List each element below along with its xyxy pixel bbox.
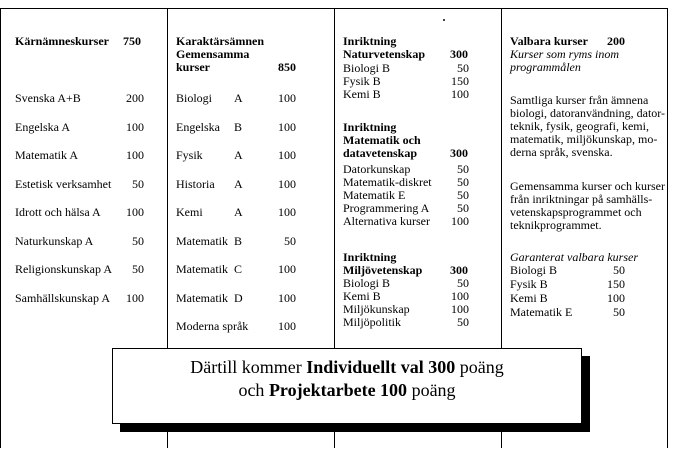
specialization-course-points: 50 — [457, 61, 469, 75]
core-courses-header: Kärnämneskurser — [15, 34, 109, 48]
elective-description-line: teknik, fysik, geografi, kemi, — [510, 119, 649, 133]
specialization-course-points: 100 — [451, 87, 469, 101]
program-course-level: B — [234, 234, 243, 248]
specialization-course-name: Biologi B — [343, 276, 391, 290]
program-course-points: 100 — [278, 148, 296, 162]
program-courses-header-line3: kurser — [176, 60, 210, 74]
core-course-points: 50 — [132, 234, 144, 248]
core-course-points: 100 — [126, 148, 144, 162]
group2-points: 300 — [450, 146, 468, 160]
specialization-course-points: 50 — [457, 175, 469, 189]
guaranteed-course-points: 50 — [613, 263, 625, 277]
group2-title2: Matematik och — [343, 133, 421, 147]
frame-right-border — [667, 8, 668, 448]
program-course-points: 100 — [278, 262, 296, 276]
program-course-name: Matematik — [176, 234, 228, 248]
program-course-name: Biologi — [176, 91, 213, 105]
program-course-name: Matematik — [176, 291, 228, 305]
core-course-name: Estetisk verksamhet — [15, 177, 112, 191]
program-course-level: C — [234, 262, 243, 276]
program-courses-header-line1: Karaktärsämnen — [176, 34, 264, 48]
specialization-course-name: Matematik-diskret — [343, 175, 432, 189]
callout-line1-bold: Individuellt val 300 — [306, 357, 456, 377]
program-course-points: 100 — [278, 91, 296, 105]
elective-description-line: teknikprogrammet. — [510, 218, 602, 232]
guaranteed-course-points: 100 — [607, 291, 625, 305]
callout-line2-suffix: poäng — [407, 380, 456, 400]
core-courses-points: 750 — [123, 34, 141, 48]
specialization-course-name: Datorkunskap — [343, 162, 411, 176]
program-courses-points: 850 — [278, 60, 296, 74]
group2-title3: datavetenskap — [343, 146, 418, 160]
program-course-points: 100 — [278, 120, 296, 134]
specialization-course-points: 50 — [457, 162, 469, 176]
guaranteed-course-name: Fysik B — [510, 277, 548, 291]
specialization-course-points: 50 — [457, 201, 469, 215]
specialization-course-points: 50 — [457, 315, 469, 329]
frame-left-border — [0, 8, 1, 448]
program-course-points: 100 — [278, 205, 296, 219]
core-course-points: 200 — [126, 91, 144, 105]
core-course-name: Naturkunskap A — [15, 234, 94, 248]
elective-description-line: Samtliga kurser från ämnena — [510, 93, 649, 107]
elective-points: 200 — [607, 34, 625, 48]
elective-subtitle-line1: Kurser som ryms inom — [510, 47, 620, 61]
elective-header: Valbara kurser — [510, 34, 588, 48]
elective-description-line: biologi, datoranvändning, dator- — [510, 106, 666, 120]
core-course-points: 50 — [132, 177, 144, 191]
program-course-points: 50 — [284, 234, 296, 248]
specialization-course-name: Programmering A — [343, 201, 430, 215]
callout-line2-bold: Projektarbete 100 — [268, 380, 408, 400]
program-course-name: Fysik — [176, 148, 203, 162]
elective-description-line: vetenskapsprogrammet och — [510, 205, 642, 219]
elective-description-line: från inriktningar på samhälls- — [510, 192, 653, 206]
group3-title2: Miljövetenskap — [343, 263, 423, 277]
core-course-name: Matematik A — [15, 148, 78, 162]
elective-description-line: derna språk, svenska. — [510, 145, 613, 159]
program-course-name: Engelska — [176, 120, 220, 134]
core-course-name: Religionskunskap A — [15, 262, 113, 276]
specialization-course-points: 50 — [457, 276, 469, 290]
specialization-course-name: Fysik B — [343, 74, 381, 88]
program-course-name: Matematik — [176, 262, 228, 276]
specialization-course-name: Biologi B — [343, 61, 391, 75]
elective-subtitle-line2: programmålen — [510, 60, 581, 74]
specialization-course-name: Matematik E — [343, 188, 406, 202]
specialization-course-name: Miljökunskap — [343, 302, 410, 316]
callout-line2-text: och — [238, 380, 269, 400]
stray-mark — [443, 19, 445, 21]
group2-title1: Inriktning — [343, 120, 397, 134]
program-courses-header-line2: Gemensamma — [176, 47, 250, 61]
program-course-level: A — [234, 148, 243, 162]
specialization-course-name: Kemi B — [343, 289, 381, 303]
group1-title2: Naturvetenskap — [343, 47, 426, 61]
group3-points: 300 — [450, 263, 468, 277]
callout-line1 — [113, 357, 581, 377]
group1-points: 300 — [450, 47, 468, 61]
program-course-name: Historia — [176, 177, 215, 191]
guaranteed-course-points: 50 — [613, 305, 625, 319]
core-course-name: Samhällskunskap A — [15, 291, 110, 305]
specialization-course-name: Miljöpolitik — [343, 315, 402, 329]
program-course-points: 100 — [278, 291, 296, 305]
guaranteed-course-points: 150 — [607, 277, 625, 291]
elective-description-line: matematik, miljökunskap, mo- — [510, 132, 658, 146]
specialization-course-points: 100 — [451, 302, 469, 316]
group1-title1: Inriktning — [343, 34, 397, 48]
core-course-points: 100 — [126, 120, 144, 134]
program-course-points: 100 — [278, 177, 296, 191]
guaranteed-course-name: Kemi B — [510, 291, 548, 305]
program-course-points: 100 — [278, 319, 296, 333]
group3-title1: Inriktning — [343, 250, 397, 264]
program-course-level: B — [234, 120, 243, 134]
guaranteed-course-name: Matematik E — [510, 305, 573, 319]
program-course-level: A — [234, 91, 243, 105]
core-course-points: 100 — [126, 205, 144, 219]
specialization-course-points: 50 — [457, 188, 469, 202]
program-course-name: Moderna språk — [176, 319, 249, 333]
guaranteed-course-name: Biologi B — [510, 263, 558, 277]
callout-line1-text: Därtill kommer — [190, 357, 307, 377]
guaranteed-title: Garanterat valbara kurser — [510, 250, 638, 264]
specialization-course-points: 100 — [451, 289, 469, 303]
specialization-course-name: Kemi B — [343, 87, 381, 101]
core-course-name: Engelska A — [15, 120, 70, 134]
core-course-name: Idrott och hälsa A — [15, 205, 101, 219]
callout-line2 — [113, 380, 581, 400]
callout-box — [112, 348, 582, 424]
core-course-points: 100 — [126, 291, 144, 305]
specialization-course-points: 150 — [451, 74, 469, 88]
core-course-points: 50 — [132, 262, 144, 276]
specialization-course-name: Alternativa kurser — [343, 214, 430, 228]
callout-line1-suffix: poäng — [455, 357, 504, 377]
program-course-level: A — [234, 205, 243, 219]
elective-description-line: Gemensamma kurser och kurser — [510, 179, 665, 193]
program-course-level: D — [234, 291, 243, 305]
core-course-name: Svenska A+B — [15, 91, 81, 105]
specialization-course-points: 100 — [451, 214, 469, 228]
program-course-name: Kemi — [176, 205, 203, 219]
program-course-level: A — [234, 177, 243, 191]
